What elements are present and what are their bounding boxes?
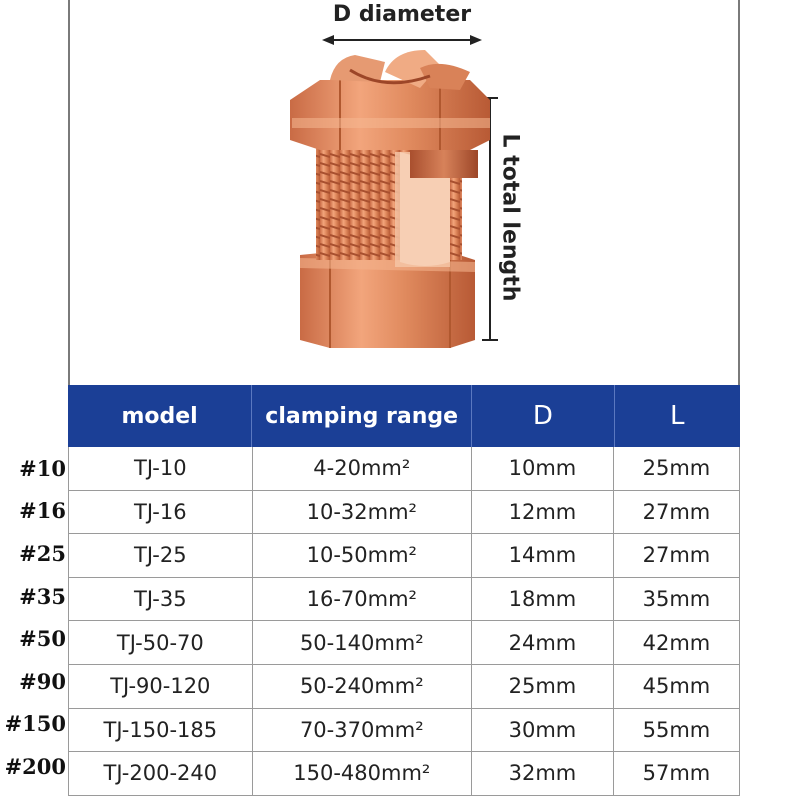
table-row	[68, 709, 740, 753]
l-cell: 27mm	[614, 534, 740, 577]
row-label: #10	[19, 455, 66, 481]
d-cell: 30mm	[472, 709, 614, 752]
d-cell: 32mm	[472, 752, 614, 795]
d-cell: 10mm	[472, 447, 614, 490]
table-body	[68, 447, 740, 796]
d-cell: 25mm	[472, 665, 614, 708]
table-row	[68, 752, 740, 796]
model-cell: TJ-25	[68, 534, 253, 577]
l-cell: 55mm	[614, 709, 740, 752]
model-cell: TJ-150-185	[68, 709, 253, 752]
header-l: L	[670, 401, 685, 431]
split-bolt-connector-illustration	[0, 0, 800, 385]
l-total-length-label: L total length	[497, 133, 523, 302]
row-label: #90	[19, 668, 66, 694]
table-row	[68, 665, 740, 709]
l-cell: 25mm	[614, 447, 740, 490]
table-row	[68, 578, 740, 622]
clamping-range-cell: 70-370mm²	[253, 709, 472, 752]
product-image-area	[0, 0, 800, 385]
row-label: #50	[19, 626, 66, 652]
d-dimension-arrow	[322, 35, 482, 45]
model-cell: TJ-90-120	[68, 665, 253, 708]
table-header	[68, 385, 740, 447]
table-row	[68, 447, 740, 491]
model-cell: TJ-10	[68, 447, 253, 490]
header-model: model	[68, 385, 252, 447]
d-cell: 14mm	[472, 534, 614, 577]
row-label: #25	[19, 540, 66, 566]
model-cell: TJ-200-240	[68, 752, 253, 795]
row-label: #150	[4, 711, 66, 737]
table-row	[68, 491, 740, 535]
clamping-range-cell: 50-140mm²	[253, 621, 472, 664]
l-cell: 27mm	[614, 491, 740, 534]
header-clamping-range: clamping range	[252, 385, 472, 447]
clamping-range-cell: 50-240mm²	[253, 665, 472, 708]
model-cell: TJ-50-70	[68, 621, 253, 664]
clamping-range-cell: 4-20mm²	[253, 447, 472, 490]
row-label: #16	[19, 498, 66, 524]
l-cell: 35mm	[614, 578, 740, 621]
d-diameter-label: D diameter	[332, 2, 472, 27]
clamping-range-cell: 150-480mm²	[253, 752, 472, 795]
row-label: #200	[4, 753, 66, 779]
clamping-range-cell: 10-50mm²	[253, 534, 472, 577]
l-cell: 57mm	[614, 752, 740, 795]
d-cell: 24mm	[472, 621, 614, 664]
model-cell: TJ-35	[68, 578, 253, 621]
table-row	[68, 534, 740, 578]
header-d: D	[472, 385, 614, 447]
l-cell: 45mm	[614, 665, 740, 708]
d-cell: 18mm	[472, 578, 614, 621]
clamping-range-cell: 16-70mm²	[253, 578, 472, 621]
row-label-column	[0, 447, 68, 788]
model-cell: TJ-16	[68, 491, 253, 534]
d-cell: 12mm	[472, 491, 614, 534]
clamping-range-cell: 10-32mm²	[253, 491, 472, 534]
table-row	[68, 621, 740, 665]
row-label: #35	[19, 583, 66, 609]
l-cell: 42mm	[614, 621, 740, 664]
